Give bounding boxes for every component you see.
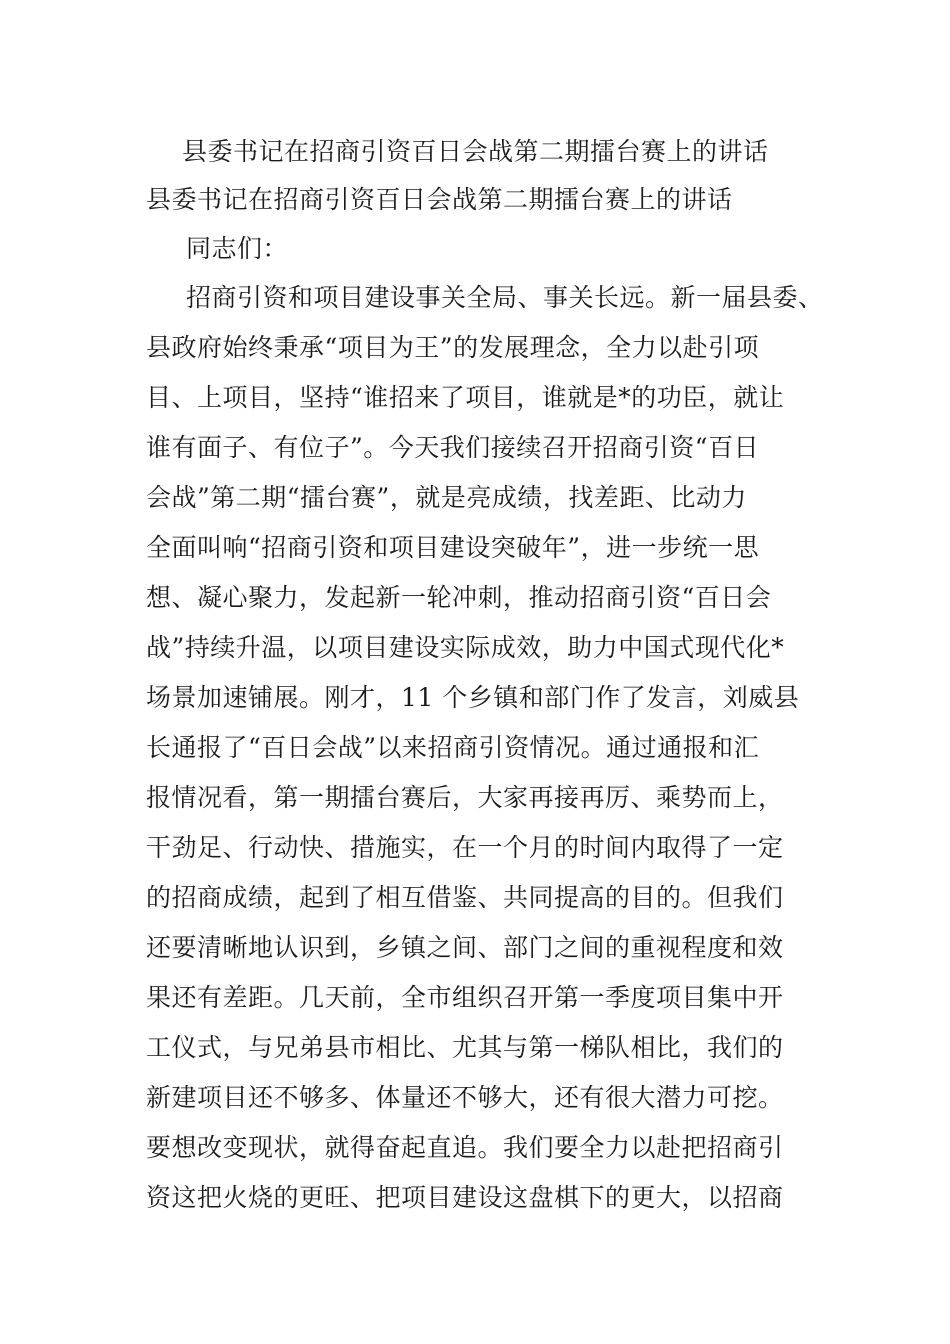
body-line: 想、凝心聚力，发起新一轮冲刺，推动招商引资“百日会 [146,583,772,612]
body-line: 资这把火烧的更旺、把项目建设这盘棋下的更大，以招商 [146,1183,784,1212]
body-line: 战”持续升温，以项目建设实际成效，助力中国式现代化* [146,633,785,662]
body-line: 招商引资和项目建设事关全局、事关长远。新一届县委、 [186,283,824,312]
body-line: 长通报了“百日会战”以来招商引资情况。通过通报和汇 [146,733,760,762]
body-line: 目、上项目，坚持“谁招来了项目，谁就是*的功臣，就让 [146,383,785,412]
greeting: 同志们： [186,234,289,263]
body-line: 的招商成绩，起到了相互借鉴、共同提高的目的。但我们 [146,883,784,912]
body-line: 县政府始终秉承“项目为王”的发展理念，全力以赴引项 [146,333,760,362]
body-line: 果还有差距。几天前，全市组织召开第一季度项目集中开 [146,983,784,1012]
body-line: 报情况看，第一期擂台赛后，大家再接再厉、乘势而上， [146,783,784,812]
document-title-repeat: 县委书记在招商引资百日会战第二期擂台赛上的讲话 [146,185,733,214]
body-line: 场景加速铺展。刚才，11 个乡镇和部门作了发言，刘威县 [146,683,800,712]
body-line: 会战”第二期“擂台赛”，就是亮成绩，找差距、比动力 [146,483,747,512]
body-line: 要想改变现状，就得奋起直追。我们要全力以赴把招商引 [146,1133,784,1162]
body-line: 新建项目还不够多、体量还不够大，还有很大潜力可挖。 [146,1083,784,1112]
body-line: 工仪式，与兄弟县市相比、尤其与第一梯队相比，我们的 [146,1033,784,1062]
body-line: 全面叫响“招商引资和项目建设突破年”，进一步统一思 [146,533,760,562]
document-title: 县委书记在招商引资百日会战第二期擂台赛上的讲话 [182,137,769,166]
body-line: 干劲足、行动快、措施实，在一个月的时间内取得了一定 [146,833,784,862]
body-line: 还要清晰地认识到，乡镇之间、部门之间的重视程度和效 [146,933,784,962]
body-line: 谁有面子、有位子”。今天我们接续召开招商引资“百日 [146,433,760,462]
